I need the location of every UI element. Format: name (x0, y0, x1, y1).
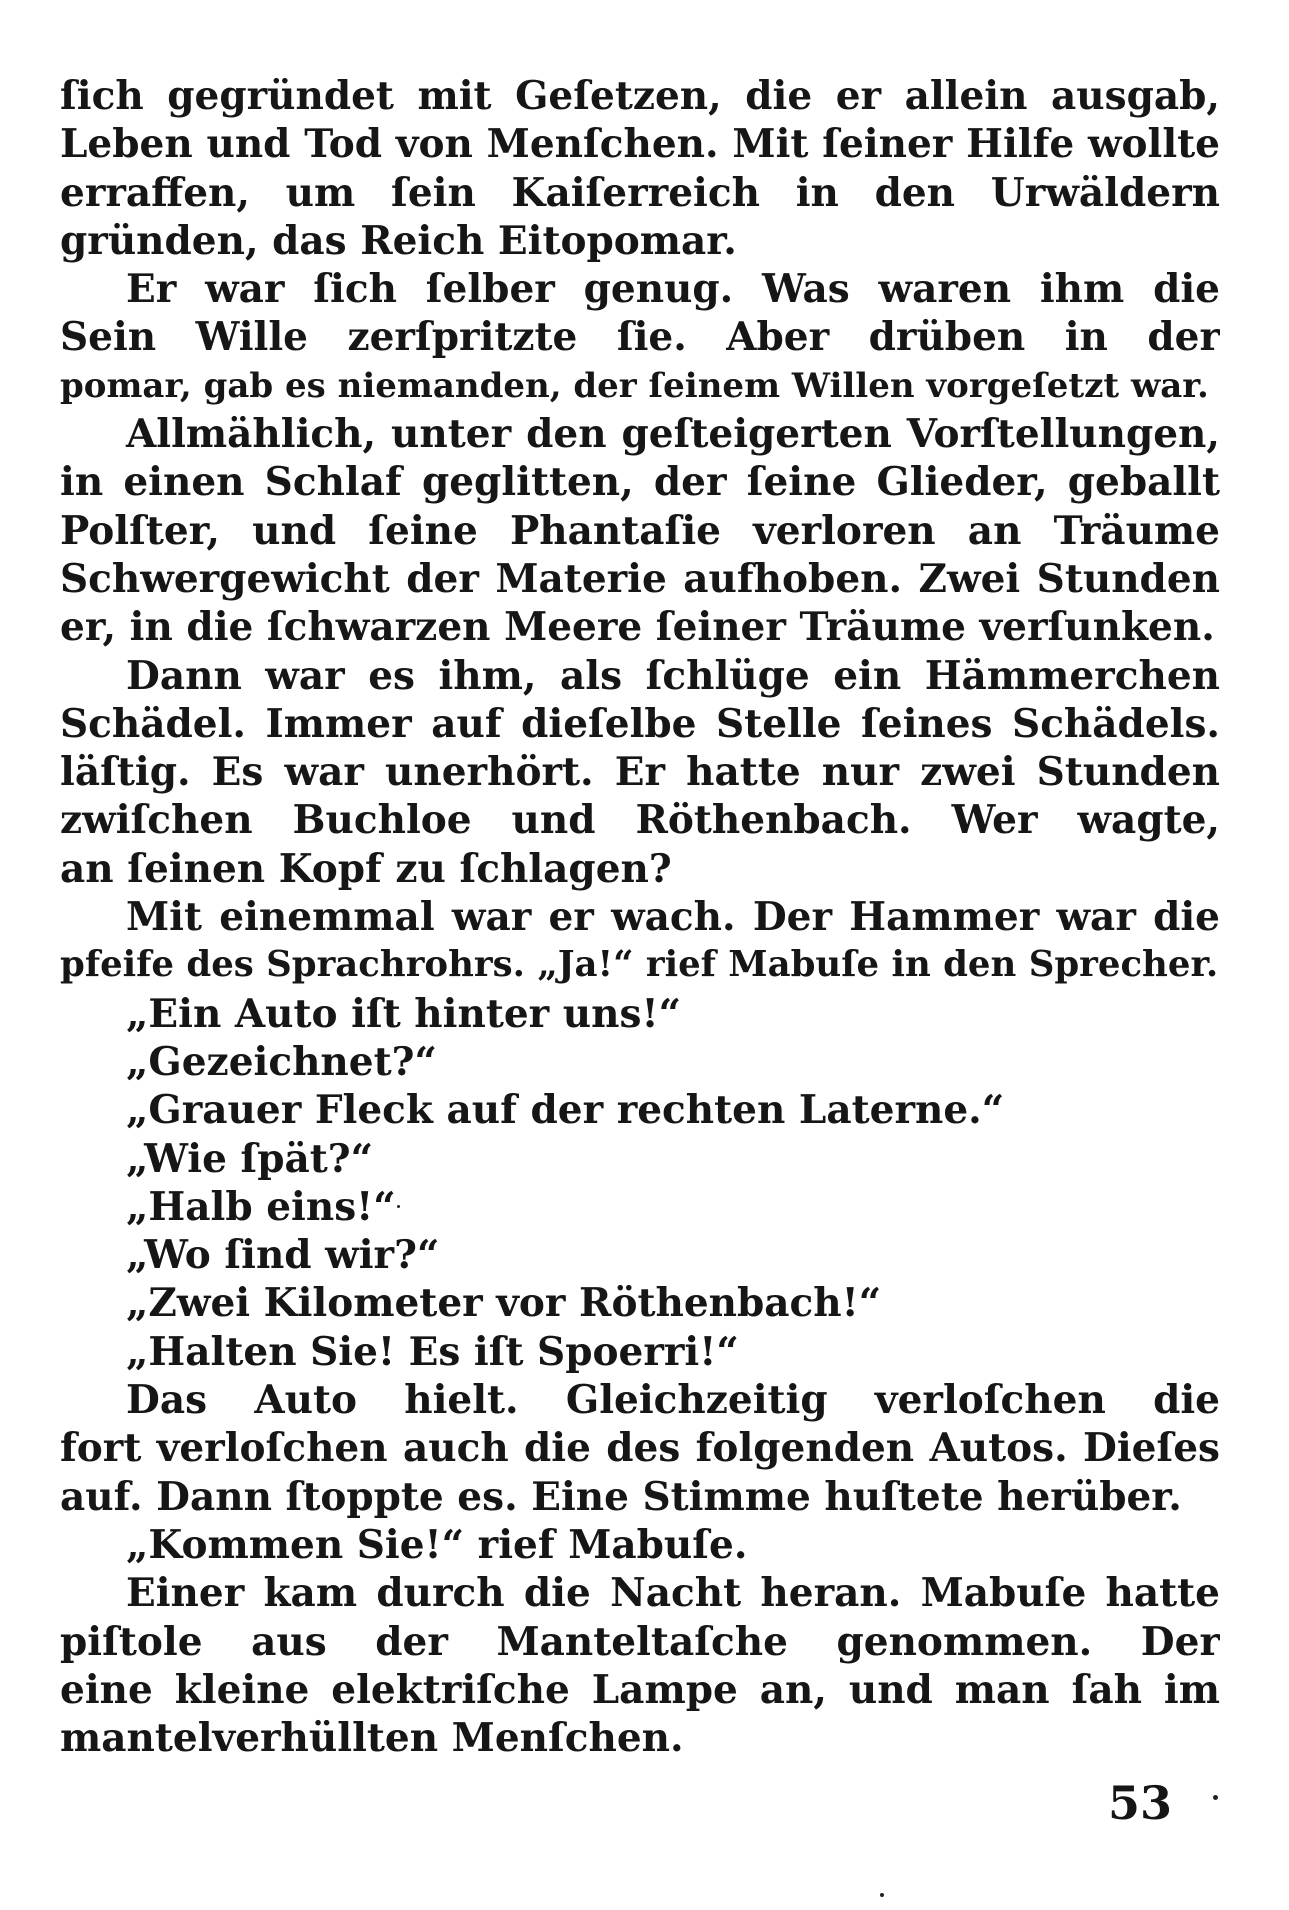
text-line: auf. Dann ſtoppte es. Eine Stimme huſtete herüber. (60, 1473, 1182, 1520)
text-line: Mit einemmal war er wach. Der Hammer war die (126, 894, 1220, 941)
text-line: Leben und Tod von Menſchen. Mit ſeiner Hilfe wollte (60, 121, 1220, 168)
text-line: „Grauer Fleck auf der rechten Laterne.“ (126, 1087, 1005, 1134)
text-line: „Zwei Kilometer vor Röthenbach!“ (126, 1280, 882, 1327)
text-line: läſtig. Es war unerhört. Er hatte nur zwei Stunden (60, 749, 1220, 796)
dust-speck (1213, 1795, 1218, 1800)
dust-speck (397, 1205, 400, 1208)
text-line: erraffen, um ſein Kaiſerreich in den Urwäldern (60, 169, 1220, 216)
text-line: Er war ſich ſelber genug. Was waren ihm die (126, 266, 1220, 313)
text-line: „Ein Auto iſt hinter uns!“ (126, 990, 682, 1037)
body-text (60, 72, 1220, 1762)
text-line: „Gezeichnet?“ (126, 1038, 437, 1085)
text-line: „Halb eins!“ (126, 1183, 396, 1230)
text-line: Sein Wille zerſpritzte ſie. Aber drüben in der (60, 314, 1220, 361)
text-line: Allmählich, unter den geſteigerten Vorſtellungen, (126, 411, 1220, 458)
text-line: „Wo ſind wir?“ (126, 1232, 440, 1279)
text-line: Dann war es ihm, als ſchlüge ein Hämmerchen (126, 652, 1220, 699)
text-line: ſich gegründet mit Geſetzen, die er allein ausgab, (60, 73, 1220, 119)
text-line: an ſeinen Kopf zu ſchlagen? (60, 845, 672, 892)
text-line: gründen, das Reich Eitopomar. (60, 217, 737, 264)
text-line: pomar, gab es niemanden, der ſeinem Willen vorgeſetzt war. (60, 365, 1209, 406)
text-line: „Wie ſpät?“ (126, 1135, 374, 1182)
text-line: Schwergewicht der Materie aufhoben. Zwei Stunden (60, 555, 1220, 602)
text-line: er, in die ſchwarzen Meere ſeiner Träume verſunken. (60, 604, 1215, 651)
text-line: in einen Schlaf geglitten, der ſeine Glieder, geballt (60, 459, 1220, 506)
text-line: „Halten Sie! Es iſt Spoerri!“ (126, 1328, 739, 1375)
text-line: fort verloſchen auch die des folgenden Autos. Dieſes (60, 1425, 1220, 1472)
text-line: mantelverhüllten Menſchen. (60, 1715, 684, 1762)
text-line: Das Auto hielt. Gleichzeitig verloſchen die (126, 1377, 1220, 1424)
page-number: 53 (1108, 1776, 1173, 1830)
text-line: „Kommen Sie!“ rief Mabuſe. (126, 1521, 748, 1568)
text-line: pfeife des Sprachrohrs. „Ja!“ rief Mabuſe in den Sprecher. (60, 944, 1219, 986)
text-line: eine kleine elektriſche Lampe an, und man ſah im (60, 1666, 1220, 1713)
text-line: zwiſchen Buchloe und Röthenbach. Wer wagte, (60, 797, 1220, 844)
text-line: piſtole aus der Manteltaſche genommen. Der (60, 1618, 1220, 1665)
dust-speck (880, 1893, 884, 1897)
text-line: Einer kam durch die Nacht heran. Mabuſe hatte (126, 1570, 1220, 1617)
text-line: Schädel. Immer auf dieſelbe Stelle ſeines Schädels. (60, 700, 1220, 747)
text-line: Polſter, und ſeine Phantaſie verloren an Träume (60, 507, 1220, 554)
